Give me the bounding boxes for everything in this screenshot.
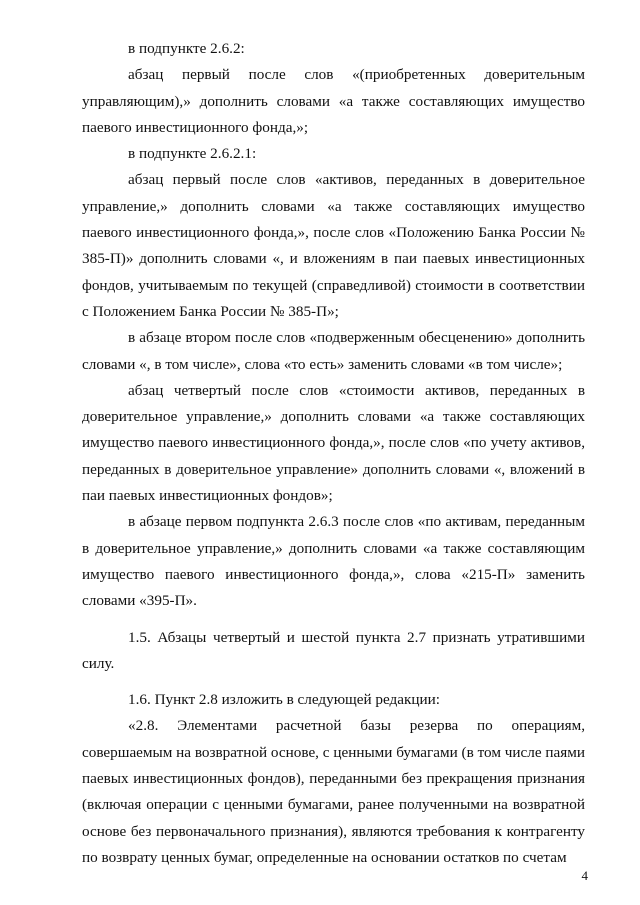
- paragraph-item-1-6: 1.6. Пункт 2.8 изложить в следующей редакции:: [128, 691, 441, 709]
- page-number: 4: [581, 868, 588, 883]
- paragraph-subclause-2-6-2-1: в подпункте 2.6.2.1:: [128, 145, 257, 163]
- paragraph-fourth-abzac: абзац четвертый после слов «стоимости активов, переданных в доверительное управление,» дополнить словами «а также составляющих имущество паевого инвестиционного фонда,», после слов «по учету активов, переданных в доверительное управление» дополнить словами «, вложений в паи паевых инвестиционных фондов»;: [82, 381, 585, 505]
- paragraph-first-abzac: абзац первый после слов «(приобретенных доверительным управляющим),» дополнить словами «а также составляющих имущество паевого инвестиционного фонда,»;: [82, 66, 585, 136]
- paragraph-subclause-2-6-3: в абзаце первом подпункта 2.6.3 после слов «по активам, переданным в доверительное управление,» дополнить словами «а также составляющим имущество паевого инвестиционного фонда,», слова «215-П» заменить словами «395-П».: [82, 513, 585, 610]
- paragraph-second-abzac: в абзаце втором после слов «подверженным обесценению» дополнить словами «, в том числе», слова «то есть» заменить словами «в том числе»;: [82, 329, 585, 373]
- paragraph-subclause-2-6-2: в подпункте 2.6.2:: [128, 40, 245, 57]
- document-body: [82, 36, 585, 871]
- paragraph-item-1-5: 1.5. Абзацы четвертый и шестой пункта 2.7 признать утратившими силу.: [82, 628, 585, 672]
- paragraph-first-abzac-assets: абзац первый после слов «активов, переданных в доверительное управление,» дополнить словами «а также составляющих имущество паевого инвестиционного фонда,», после слов «Положению Банка России № 385-П)» дополнить словами «, и вложениям в паи паевых инвестиционных фондов, учитываемым по текущей (справедливой) стоимости в соответствии с Положением Банка России № 385-П»;: [82, 171, 585, 320]
- paragraph-clause-2-8: «2.8. Элементами расчетной базы резерва по операциям, совершаемым на возвратной основе, с ценными бумагами (в том числе паями паевых инвестиционных фондов), переданными без прекращения признания (включая операции с ценными бумагами, ранее полученными на возвратной основе без первоначального признания), являются требования к контрагенту по возврату ценных бумаг, определенные на основании остатков по счетам: [82, 717, 585, 866]
